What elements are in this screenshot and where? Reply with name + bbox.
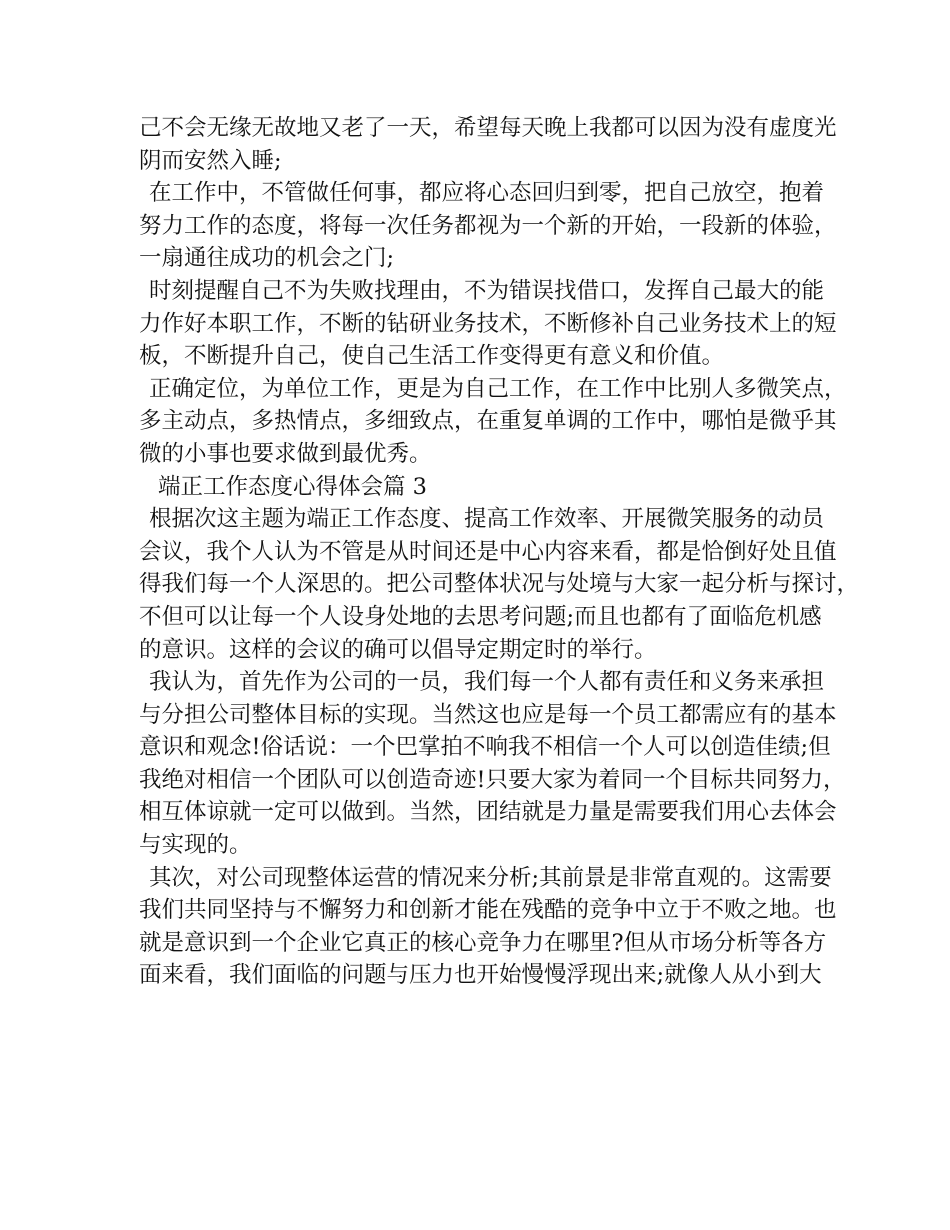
paragraph-start-line: 其次，对公司现整体运营的情况来分析;其前景是非常直观的。这需要 — [149, 864, 832, 891]
text-line: 得我们每一个人深思的。把公司整体状况与处境与大家一起分析与探讨， — [139, 571, 860, 598]
paragraph-start-line: 在工作中，不管做任何事，都应将心态回归到零，把自己放空，抱着 — [149, 180, 825, 207]
text-line: 意识和观念!俗话说：一个巴掌拍不响我不相信一个人可以创造佳绩;但 — [139, 734, 831, 761]
text-line: 多主动点，多热情点，多细致点，在重复单调的工作中，哪怕是微乎其 — [139, 408, 837, 435]
text-line: 与实现的。 — [139, 832, 252, 859]
paragraph-start-line: 我认为，首先作为公司的一员，我们每一个人都有责任和义务来承担 — [149, 669, 825, 696]
text-line: 一扇通往成功的机会之门; — [139, 245, 395, 272]
text-line: 努力工作的态度，将每一次任务都视为一个新的开始，一段新的体验， — [139, 212, 837, 239]
paragraph-start-line: 时刻提醒自己不为失败找理由，不为错误找借口，发挥自己最大的能 — [149, 277, 825, 304]
document-body — [139, 112, 860, 992]
text-line: 我们共同坚持与不懈努力和创新才能在残酷的竞争中立于不败之地。也 — [139, 897, 837, 924]
paragraph-start-line: 根据次这主题为端正工作态度、提高工作效率、开展微笑服务的动员 — [149, 506, 825, 533]
text-line: 就是意识到一个企业它真正的核心竞争力在哪里?但从市场分析等各方 — [139, 929, 827, 956]
text-line: 微的小事也要求做到最优秀。 — [139, 440, 432, 467]
text-line: 力作好本职工作，不断的钻研业务技术，不断修补自己业务技术上的短 — [139, 310, 837, 337]
text-line: 与分担公司整体目标的实现。当然这也应是每一个员工都需应有的基本 — [139, 701, 837, 728]
section-heading: 端正工作态度心得体会篇 3 — [158, 473, 427, 500]
text-line: 己不会无缘无故地又老了一天，希望每天晚上我都可以因为没有虚度光 — [139, 115, 837, 141]
text-line: 阴而安然入睡; — [139, 147, 282, 174]
text-line: 面来看，我们面临的问题与压力也开始慢慢浮现出来;就像人从小到大 — [139, 962, 822, 989]
text-line: 的意识。这样的会议的确可以倡导定期定时的举行。 — [139, 636, 657, 663]
text-line: 会议，我个人认为不管是从时间还是中心内容来看，都是恰倒好处且值 — [139, 538, 837, 565]
text-line: 相互体谅就一定可以做到。当然，团结就是力量是需要我们用心去体会 — [139, 799, 837, 826]
text-line: 我绝对相信一个团队可以创造奇迹!只要大家为着同一个目标共同努力， — [139, 766, 846, 793]
text-line: 不但可以让每一个人设身处地的去思考问题;而且也都有了面临危机感 — [139, 603, 822, 630]
text-line: 板，不断提升自己，使自己生活工作变得更有意义和价值。 — [139, 343, 725, 370]
paragraph-start-line: 正确定位，为单位工作，更是为自己工作，在工作中比别人多微笑点， — [149, 375, 847, 402]
